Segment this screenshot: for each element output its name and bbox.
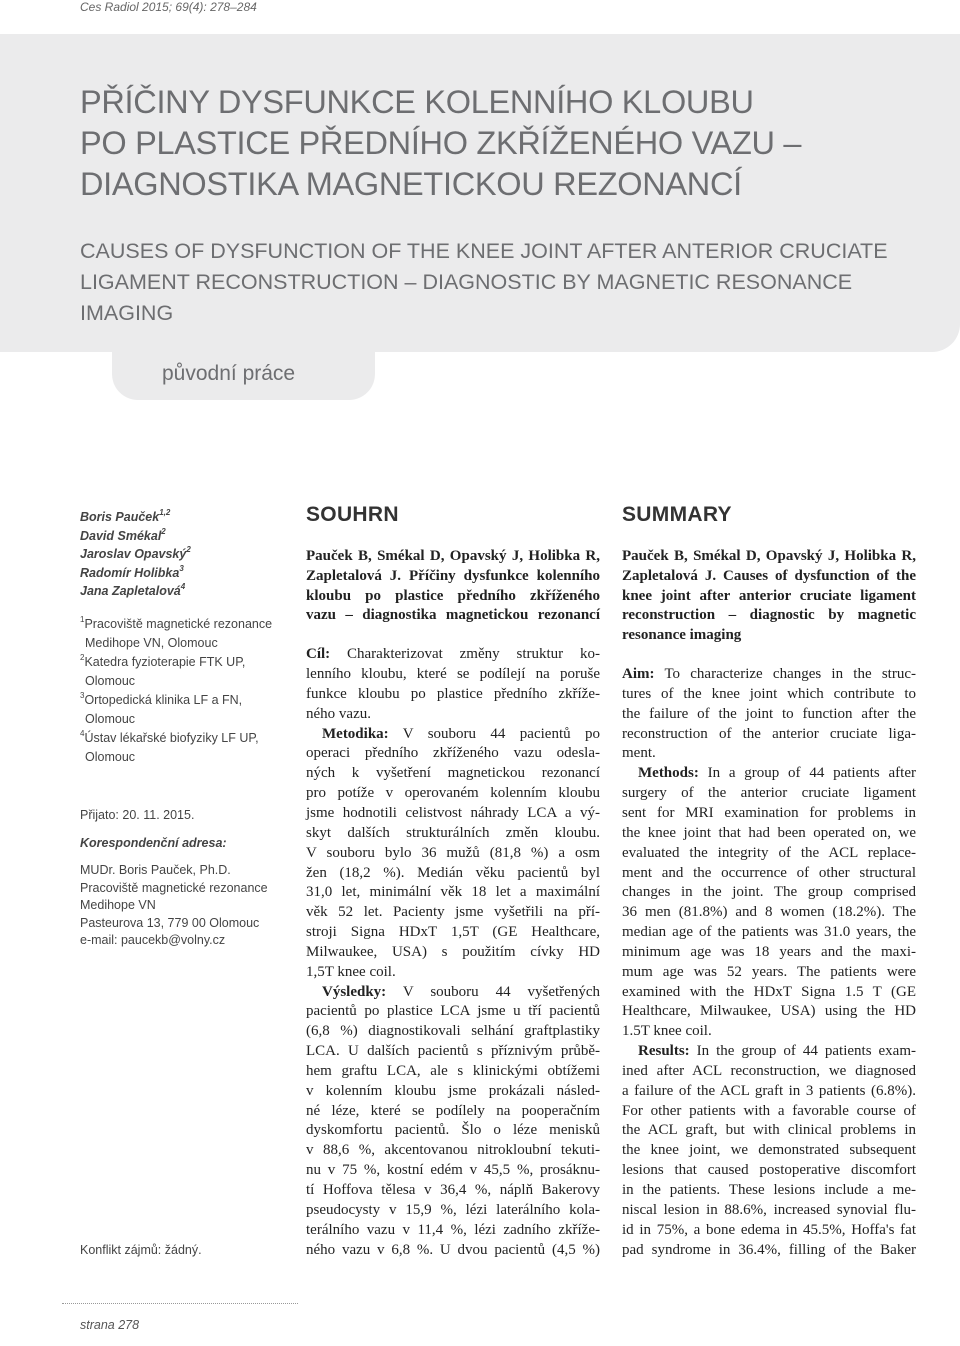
vysledky-line: pseudocysty v 15,9 %, lézi laterálního kola- xyxy=(306,1201,600,1218)
vysledky-line: terálního vazu v 11,4 %, lézi zadního zkříže- xyxy=(306,1221,600,1238)
author-name: David Smékal xyxy=(80,528,162,543)
metodika-line: skyt dalších strukturálních změn kloubu. xyxy=(306,824,600,841)
results-line: lesions that caused postoperative discomfort xyxy=(622,1162,916,1179)
author-block xyxy=(80,508,285,767)
author xyxy=(80,527,285,546)
aim-line: ment. xyxy=(622,745,656,762)
souhrn-cil xyxy=(306,645,600,724)
vysledky-line: nu v 75 %, kostní edém v 45,5 %, prosáknu- xyxy=(306,1162,600,1179)
vysledky-line: (6,8 %) diagnostikovali selhání graftplastiky xyxy=(306,1023,600,1040)
author-name: Radomír Holibka xyxy=(80,565,180,580)
title-czech-line: PO PLASTICE PŘEDNÍHO ZKŘÍŽENÉHO VAZU – xyxy=(80,125,802,161)
cil-line: funkce kloubu po plastice předního zkříže- xyxy=(306,685,600,702)
author-sup: 1,2 xyxy=(159,508,171,517)
affiliation-line: Ústav lékařské biofyziky LF UP, xyxy=(84,730,259,745)
author xyxy=(80,508,285,527)
methods-line: the knee joint that had been operated on, we xyxy=(622,824,916,841)
correspondence-email[interactable]: e-mail: paucekb@volny.cz xyxy=(80,933,226,947)
author-name: Jana Zapletalová xyxy=(80,584,181,598)
affiliations xyxy=(80,615,285,767)
affiliation-sup: 4 xyxy=(80,728,85,738)
metodika-line: 31,0 let, minimální věk 18 let a maximální xyxy=(306,884,600,901)
title-czech xyxy=(80,82,940,205)
results-line: a failure of the ACL graft in 3 patients (6.8%). xyxy=(622,1082,916,1099)
metodika-line: Milwaukee, USA) s použitím cívky HD xyxy=(306,943,600,960)
metodika-line: V souboru 44 pacientů po xyxy=(388,725,600,742)
title-english-line: LIGAMENT RECONSTRUCTION – DIAGNOSTIC BY MAGNETIC RESONANCE xyxy=(80,270,853,294)
spacer xyxy=(622,646,916,665)
page-number: strana 278 xyxy=(80,1318,140,1332)
affiliation-line: Katedra fyzioterapie FTK UP, xyxy=(84,654,246,669)
author xyxy=(80,582,285,601)
souhrn-column xyxy=(306,505,600,1260)
methods-line: In a group of 44 patients after xyxy=(698,765,916,782)
methods-line: changes in the joint. The group comprised xyxy=(622,884,916,901)
souhrn-citation xyxy=(306,547,600,626)
metodika-line: operaci předního zkříženého vazu odesla- xyxy=(306,745,600,762)
souhrn-metodika-first xyxy=(306,725,600,745)
article-type-tab xyxy=(112,352,375,400)
vysledky-line: LCA. U dalších pacientů s příznivým průbě- xyxy=(306,1043,600,1060)
article-type-label: původní práce xyxy=(162,362,296,385)
author-sup: 2 xyxy=(161,526,166,536)
spacer xyxy=(306,626,600,645)
souhrn-citation-line: kloubu po plastice předního zkříženého xyxy=(306,587,600,604)
methods-label: Methods: xyxy=(638,765,699,782)
vysledky-line: v 88,6 %, akcentovanou nitrokloubní tekuti- xyxy=(306,1142,600,1159)
received-date: Přijato: 20. 11. 2015. xyxy=(80,808,195,822)
souhrn-cil-first xyxy=(306,645,600,665)
aim-line: the failure of the joint to function after the xyxy=(622,705,916,722)
title-czech-line: DIAGNOSTIKA MAGNETICKOU REZONANCÍ xyxy=(80,166,742,202)
metodika-line: V souboru bylo 36 mužů (81,8 %) a osm xyxy=(306,844,600,861)
metodika-label: Metodika: xyxy=(322,725,389,742)
summary-citation-line: reconstruction – diagnostic by magnetic xyxy=(622,607,916,624)
author-sup: 4 xyxy=(180,582,186,591)
metodika-line: stroji Signa HDxT 1,5T (GE Healthcare, xyxy=(306,924,600,941)
title-english xyxy=(80,236,940,329)
author-sup: 2 xyxy=(186,545,191,554)
correspondence-line: MUDr. Boris Pauček, Ph.D. xyxy=(80,863,231,877)
summary-citation-line: resonance imaging xyxy=(622,627,742,644)
affiliation-sup: 1 xyxy=(80,614,85,624)
author xyxy=(80,545,285,564)
affiliation-line: Olomouc xyxy=(85,673,136,688)
affiliation-line: Pracoviště magnetické rezonance xyxy=(84,616,273,631)
vysledky-line: ného vazu v 6,8 %. U dvou pacientů (4,5 %) xyxy=(306,1241,600,1258)
vysledky-line: tí Hoffova tělesa v 36,4 %, náplň Bakerovy xyxy=(306,1182,600,1198)
results-line: pad syndrome in 36.4%, filling of the Baker xyxy=(622,1241,916,1258)
title-czech-line: PŘÍČINY DYSFUNKCE KOLENNÍHO KLOUBU xyxy=(80,84,754,120)
affiliation-line: Ortopedická klinika LF a FN, xyxy=(84,692,243,707)
affiliation xyxy=(80,729,285,748)
author xyxy=(80,564,285,583)
correspondence-line: Pasteurova 13, 779 00 Olomouc xyxy=(80,915,260,930)
affiliation-line: Medihope VN, Olomouc xyxy=(85,635,218,650)
vysledky-line: v kolenním kloubu jsme prokázali násled- xyxy=(306,1082,600,1099)
cil-line: Charakterizovat změny struktur ko- xyxy=(330,646,600,663)
conflict-of-interest: Konflikt zájmů: žádný. xyxy=(80,1243,202,1257)
souhrn-heading: SOUHRN xyxy=(306,503,399,526)
correspondence-line: Medihope VN xyxy=(80,898,156,912)
results-label: Results: xyxy=(638,1043,690,1060)
vysledky-line: pacientů po plastice LCA jsme u tří pacientů xyxy=(306,1003,600,1020)
vysledky-line: hem graftu LCA, ale s klinickými obtížemi xyxy=(306,1062,600,1079)
methods-line: Healthcare, Milwaukee, USA) using the HD xyxy=(622,1003,916,1020)
affiliation xyxy=(80,615,285,634)
methods-line: sent for MRI examination for problems in xyxy=(622,804,916,821)
summary-column xyxy=(622,505,916,1260)
metodika-line: jsme hodnotili celistvost náhrady LCA a vý- xyxy=(306,804,600,821)
results-line: in the patients. These lesions include a me- xyxy=(622,1182,916,1198)
vysledky-line: né léze, které se podílely na pooperačním xyxy=(306,1102,600,1119)
affiliation xyxy=(80,691,285,710)
metodika-line: pro potíže v operovaném kolenním kloubu xyxy=(306,785,600,802)
methods-line: minimum age was 18 years and the maxi- xyxy=(622,943,916,960)
correspondence-address xyxy=(80,862,268,950)
souhrn-citation-line: Zapletalová J. Příčiny dysfunkce kolenního xyxy=(306,567,600,584)
souhrn-vysledky xyxy=(306,983,600,1261)
affiliation-line: Olomouc xyxy=(85,749,136,764)
results-line: niscal lesion in 88.6%, increased synovial flu- xyxy=(622,1201,916,1218)
methods-line: surgery of the anterior cruciate ligament xyxy=(622,785,916,802)
vysledky-line: dyskomfortu pacientů. Šlo o léze menisků xyxy=(306,1122,600,1139)
souhrn-citation-line: Pauček B, Smékal D, Opavský J, Holibka R, xyxy=(306,547,600,564)
results-line: ined after ACL reconstruction, we diagnosed xyxy=(622,1062,916,1079)
aim-label: Aim: xyxy=(622,666,655,683)
summary-methods xyxy=(622,764,916,1042)
results-line: id in 75%, a bone edema in 45.5%, Hoffa's fat xyxy=(622,1221,916,1238)
methods-line: mum age was 52 years. The patients were xyxy=(622,963,916,980)
correspondence-label: Korespondenční adresa: xyxy=(80,836,227,850)
author-name: Boris Pauček xyxy=(80,510,160,524)
cil-line: ného vazu. xyxy=(306,705,371,722)
methods-line: examined with the HDxT Signa 1.5 T (GE xyxy=(622,983,916,1000)
methods-line: evaluated the integrity of the ACL replace- xyxy=(622,844,916,861)
author-list xyxy=(80,508,285,601)
metodika-line: věk 52 let. Pacienty jsme vyšetřili na pří- xyxy=(306,904,600,921)
results-line: In the group of 44 patients exam- xyxy=(689,1043,916,1060)
journal-citation: Ces Radiol 2015; 69(4): 278–284 xyxy=(80,0,257,14)
title-english-line: CAUSES OF DYSFUNCTION OF THE KNEE JOINT AFTER ANTERIOR CRUCIATE xyxy=(80,239,888,263)
methods-line: 1.5T knee coil. xyxy=(622,1023,712,1040)
vysledky-line: V souboru 44 vyšetřených xyxy=(386,983,600,1000)
affiliation xyxy=(80,653,285,672)
methods-line: ment and the occurrence of other structural xyxy=(622,864,916,881)
summary-results-first xyxy=(622,1042,916,1062)
affiliation-line: Olomouc xyxy=(85,711,136,726)
affiliation-sup: 2 xyxy=(80,652,85,662)
vysledky-label: Výsledky: xyxy=(322,983,387,1000)
results-line: the knee joint, we demonstrated subsequent xyxy=(622,1142,916,1159)
summary-results xyxy=(622,1042,916,1260)
summary-methods-first xyxy=(622,764,916,784)
summary-citation xyxy=(622,547,916,646)
metodika-line: ných k vyšetření magnetickou rezonancí xyxy=(306,765,600,782)
summary-citation-line: Pauček B, Smékal D, Opavský J, Holibka R, xyxy=(622,547,916,564)
cil-line: lenního kloubu, které se podílejí na poruše xyxy=(306,666,600,683)
results-line: For other patients with a favorable course of xyxy=(622,1102,916,1119)
footer-divider xyxy=(62,1303,298,1304)
summary-citation-line: Zapletalová J. Causes of dysfunction of the xyxy=(622,567,916,584)
summary-citation-line: knee joint after anterior cruciate ligament xyxy=(622,587,916,604)
results-line: the ACL graft, but with clinical problems in xyxy=(622,1122,916,1139)
souhrn-metodika xyxy=(306,725,600,983)
author-sup: 3 xyxy=(179,563,184,573)
title-english-line: IMAGING xyxy=(80,301,174,325)
methods-line: median age of the patients was 31.0 years, the xyxy=(622,924,916,941)
souhrn-vysledky-first xyxy=(306,983,600,1003)
correspondence-line: Pracoviště magnetické rezonance xyxy=(80,880,268,895)
summary-heading: SUMMARY xyxy=(622,503,732,526)
aim-line: tures of the knee joint which contribute to xyxy=(622,685,916,702)
author-name: Jaroslav Opavský xyxy=(80,547,187,561)
affiliation-sup: 3 xyxy=(80,690,85,700)
summary-aim xyxy=(622,665,916,764)
summary-aim-first xyxy=(622,665,916,685)
aim-line: reconstruction of the anterior cruciate liga- xyxy=(622,725,916,742)
cil-label: Cíl: xyxy=(306,646,331,663)
metodika-line: žen (18,2 %). Medián věku pacientů byl xyxy=(306,864,600,881)
souhrn-citation-line: vazu – diagnostika magnetickou rezonancí xyxy=(306,607,600,624)
methods-line: 36 men (81.8%) and 8 women (18.2%). The xyxy=(622,904,916,921)
aim-line: To characterize changes in the struc- xyxy=(654,666,916,683)
metodika-line: 1,5T knee coil. xyxy=(306,963,396,980)
